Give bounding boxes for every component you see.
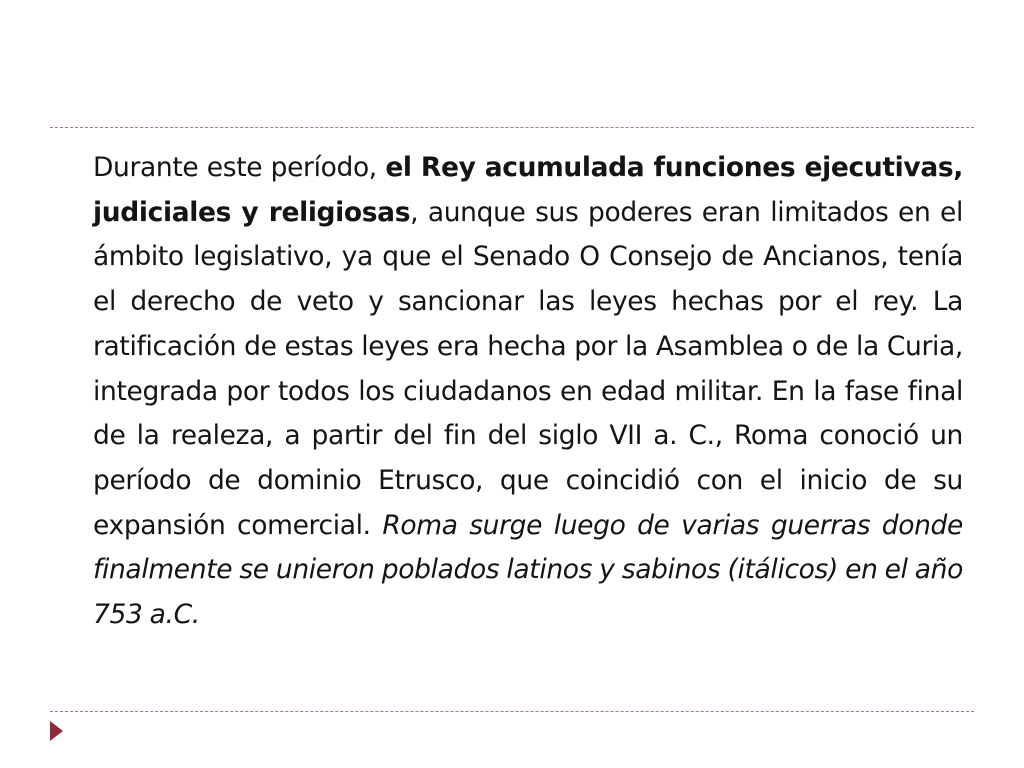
paragraph-body: , aunque sus poderes eran limitados en el ámbito legislativo, ya que el Senado O Consejo de Ancianos, tenía el derecho de veto y sancionar las leyes hechas por el rey. La ratificación de estas leyes era hecha por la Asamblea o de la Curia, integrada por todos los ciudadanos en edad militar. En la fase final de la realeza, a partir del fin del siglo VII a. C., Roma conoció un período de dominio Etrusco, que coincidió con el inicio de su expansión comercial. bbox=[93, 196, 963, 541]
triangle-right-icon bbox=[50, 721, 63, 741]
paragraph-intro: Durante este período, bbox=[93, 152, 386, 183]
body-paragraph bbox=[93, 146, 963, 638]
bottom-divider bbox=[50, 711, 974, 712]
paragraph-bold-phrase: el Rey acumulada funciones ejecutivas, judiciales y religiosas bbox=[93, 152, 963, 228]
paragraph-italic-conclusion: Roma surge luego de varias guerras donde finalmente se unieron poblados latinos y sabinos (itálicos) en el año 753 a.C. bbox=[93, 509, 963, 631]
top-divider bbox=[50, 127, 974, 128]
